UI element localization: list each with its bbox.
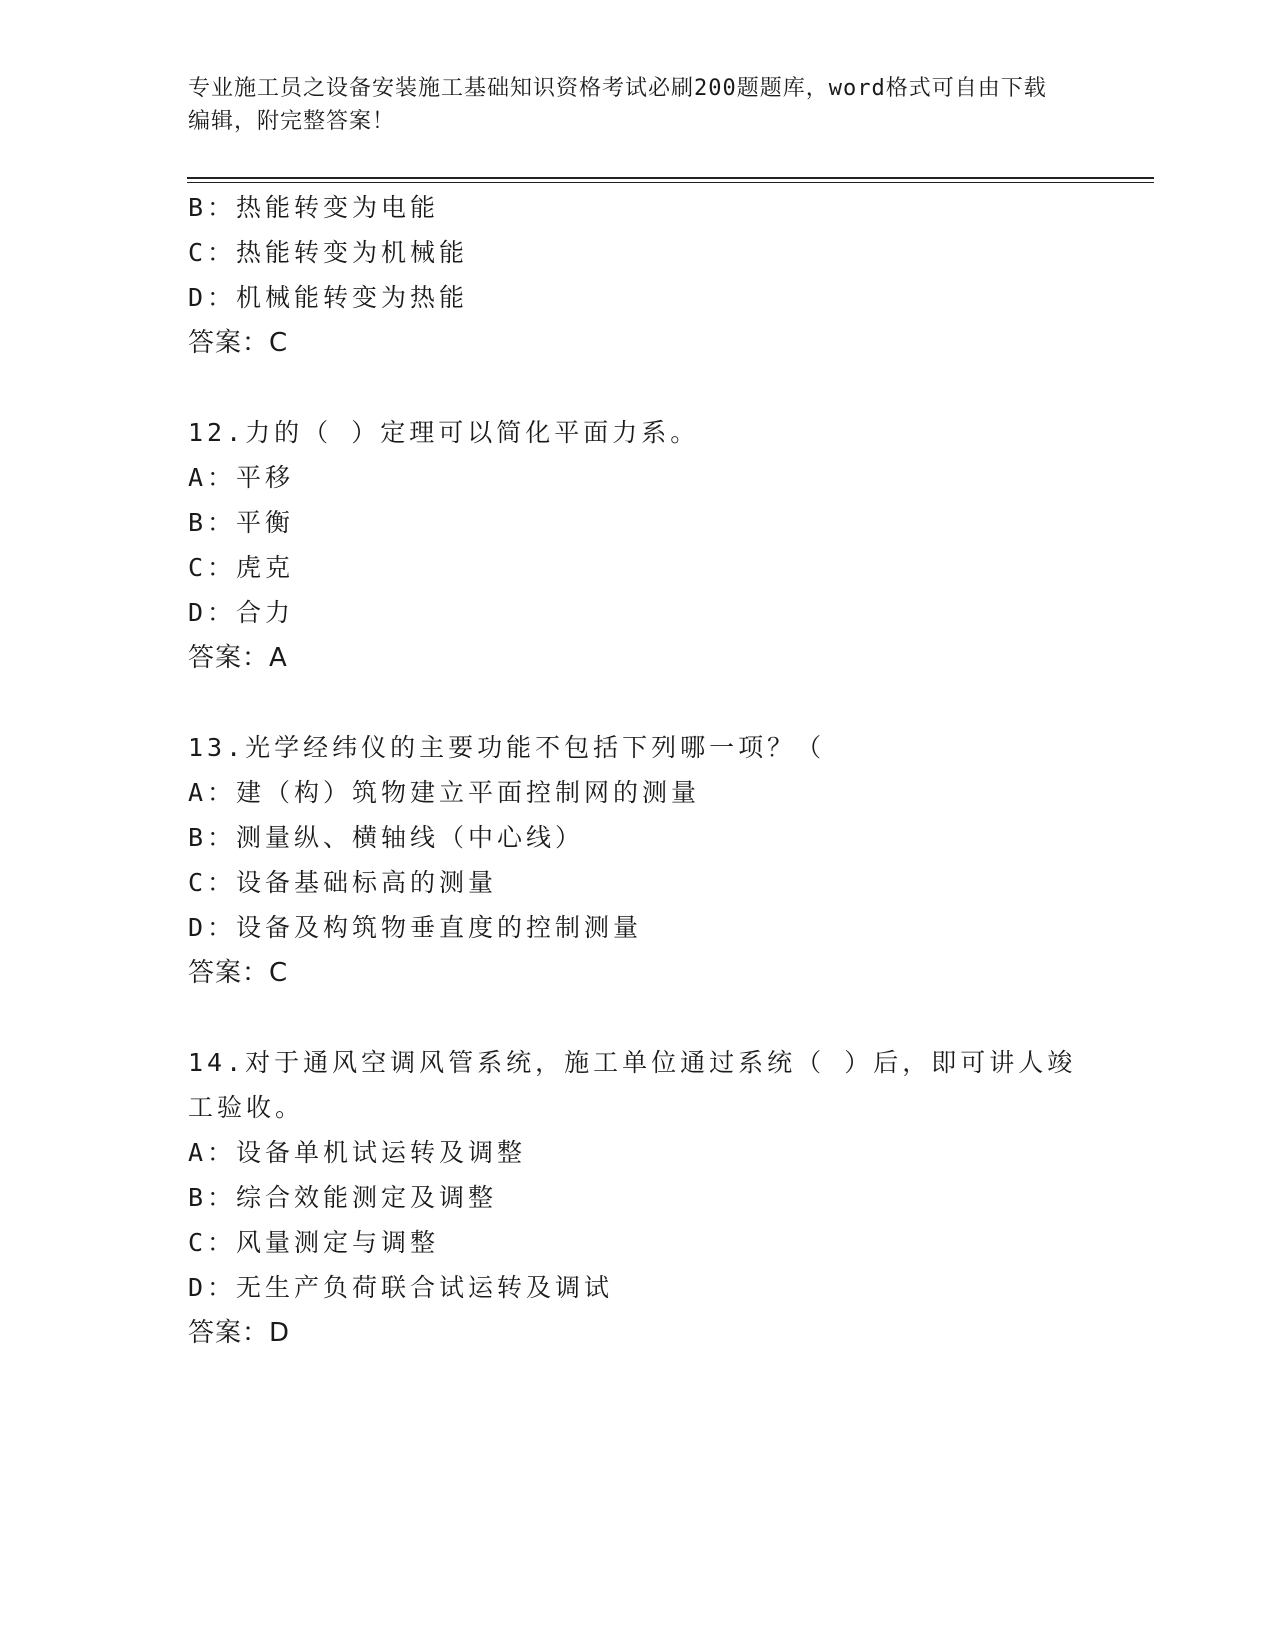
- header-divider-thick: [187, 177, 1154, 179]
- q11-answer: 答案：C: [188, 328, 289, 358]
- q14-option-b: B：综合效能测定及调整: [188, 1183, 498, 1212]
- q11-option-b: B：热能转变为电能: [188, 193, 440, 222]
- q13-option-b: B：测量纵、横轴线（中心线）: [188, 823, 585, 852]
- q14-stem-line-1: 14.对于通风空调风管系统，施工单位通过系统（ ）后，即可讲人竣: [188, 1048, 1077, 1077]
- document-header: 专业施工员之设备安装施工基础知识资格考试必刷200题题库，word格式可自由下载编辑，附完整答案！: [188, 76, 1047, 134]
- q13-answer: 答案：C: [188, 958, 289, 988]
- q12-option-a: A：平移: [188, 463, 295, 492]
- q12-answer: 答案：A: [188, 643, 288, 673]
- header-divider-thin: [187, 182, 1154, 183]
- q14-answer: 答案：D: [188, 1318, 291, 1348]
- q12-option-c: C：虎克: [188, 553, 295, 582]
- q14-option-d: D：无生产负荷联合试运转及调试: [188, 1273, 614, 1302]
- q12-option-d: D：合力: [188, 598, 295, 627]
- q13-option-d: D：设备及构筑物垂直度的控制测量: [188, 913, 643, 942]
- q14-stem-line-2: 工验收。: [188, 1093, 305, 1122]
- q12-stem: 12.力的（ ）定理可以简化平面力系。: [188, 418, 700, 447]
- q13-option-c: C：设备基础标高的测量: [188, 868, 498, 897]
- q11-option-d: D：机械能转变为热能: [188, 283, 469, 312]
- q13-option-a: A：建（构）筑物建立平面控制网的测量: [188, 778, 701, 807]
- q11-option-c: C：热能转变为机械能: [188, 238, 469, 267]
- q14-option-a: A：设备单机试运转及调整: [188, 1138, 527, 1167]
- q14-option-c: C：风量测定与调整: [188, 1228, 440, 1257]
- q13-stem: 13.光学经纬仪的主要功能不包括下列哪一项？（: [188, 733, 826, 762]
- q12-option-b: B：平衡: [188, 508, 295, 537]
